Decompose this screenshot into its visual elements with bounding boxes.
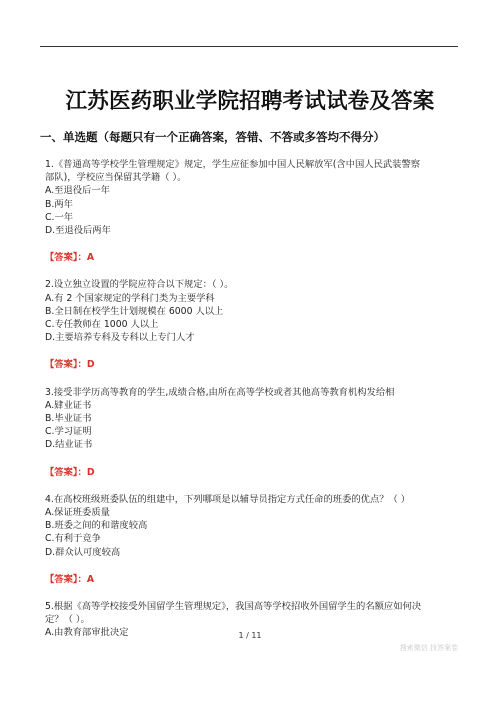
question-stem-line: 3.接受非学历高等教育的学生,成绩合格,由所在高等学校或者其他高等教育机构发给相 bbox=[45, 386, 395, 398]
option-d: D.主要培养专科及专科以上专门人才 bbox=[45, 332, 195, 344]
question-list bbox=[45, 158, 465, 640]
option-d: D.群众认可度较高 bbox=[45, 546, 121, 558]
top-rule bbox=[40, 46, 458, 47]
option-b: B.两年 bbox=[45, 198, 73, 210]
question-2 bbox=[45, 278, 465, 371]
question-stem-line: 2.设立独立设置的学院应符合以下规定：（ ）。 bbox=[45, 279, 234, 291]
document-title: 江苏医药职业学院招聘考试试卷及答案 bbox=[65, 89, 435, 114]
question-stem-line: 部队)，学校应当保留其学籍（ ）。 bbox=[45, 172, 187, 184]
question-stem-line: 1.《普通高等学校学生管理规定》规定，学生应征参加中国人民解放军(含中国人民武装警察 bbox=[45, 159, 421, 170]
option-c: C.有利于竞争 bbox=[45, 533, 101, 545]
option-a: A.至退役后一年 bbox=[45, 185, 110, 197]
question-stem bbox=[45, 493, 465, 506]
question-stem-line: 5.根据《高等学校接受外国留学生管理规定》，我国高等学校招收外国留学生的名额应如何决 bbox=[45, 601, 422, 613]
option-a: A.由教育部审批决定 bbox=[45, 627, 129, 639]
option-d: D.结业证书 bbox=[45, 439, 93, 451]
option-b: B.全日制在校学生计划规模在 6000 人以上 bbox=[45, 305, 224, 317]
question-stem-line: 4.在高校班级班委队伍的组建中，下列哪项是以辅导员指定方式任命的班委的优点？（ ） bbox=[45, 493, 411, 505]
option-a: A.保证班委质量 bbox=[45, 507, 110, 519]
question-4 bbox=[45, 493, 465, 586]
question-3 bbox=[45, 386, 465, 479]
question-stem-line: 定？（ ）。 bbox=[45, 614, 90, 626]
answer-label: 【答案】：A bbox=[45, 252, 95, 264]
option-b: B.毕业证书 bbox=[45, 413, 92, 425]
option-a: A.有 2 个国家规定的学科门类为主要学科 bbox=[45, 292, 215, 304]
answer-label: 【答案】：A bbox=[45, 573, 95, 585]
answer-label: 【答案】：D bbox=[45, 359, 95, 371]
question-stem bbox=[45, 386, 465, 399]
option-c: C.一年 bbox=[45, 211, 74, 223]
option-b: B.班委之间的和谐度较高 bbox=[45, 520, 148, 532]
option-a: A.肄业证书 bbox=[45, 399, 92, 411]
page-number: 1 / 11 bbox=[238, 631, 262, 640]
section-heading: 一、单选题（每题只有一个正确答案，答错、不答或多答均不得分） bbox=[40, 130, 385, 144]
answer-label: 【答案】：D bbox=[45, 466, 95, 478]
question-stem bbox=[45, 600, 465, 626]
question-stem bbox=[45, 278, 465, 291]
question-stem bbox=[45, 158, 465, 184]
option-d: D.至退役后两年 bbox=[45, 225, 111, 237]
option-c: C.专任教师在 1000 人以上 bbox=[45, 319, 159, 331]
question-1 bbox=[45, 158, 465, 264]
option-c: C.学习证明 bbox=[45, 426, 92, 438]
watermark: 搜索微信 找答案卷 bbox=[399, 644, 458, 652]
